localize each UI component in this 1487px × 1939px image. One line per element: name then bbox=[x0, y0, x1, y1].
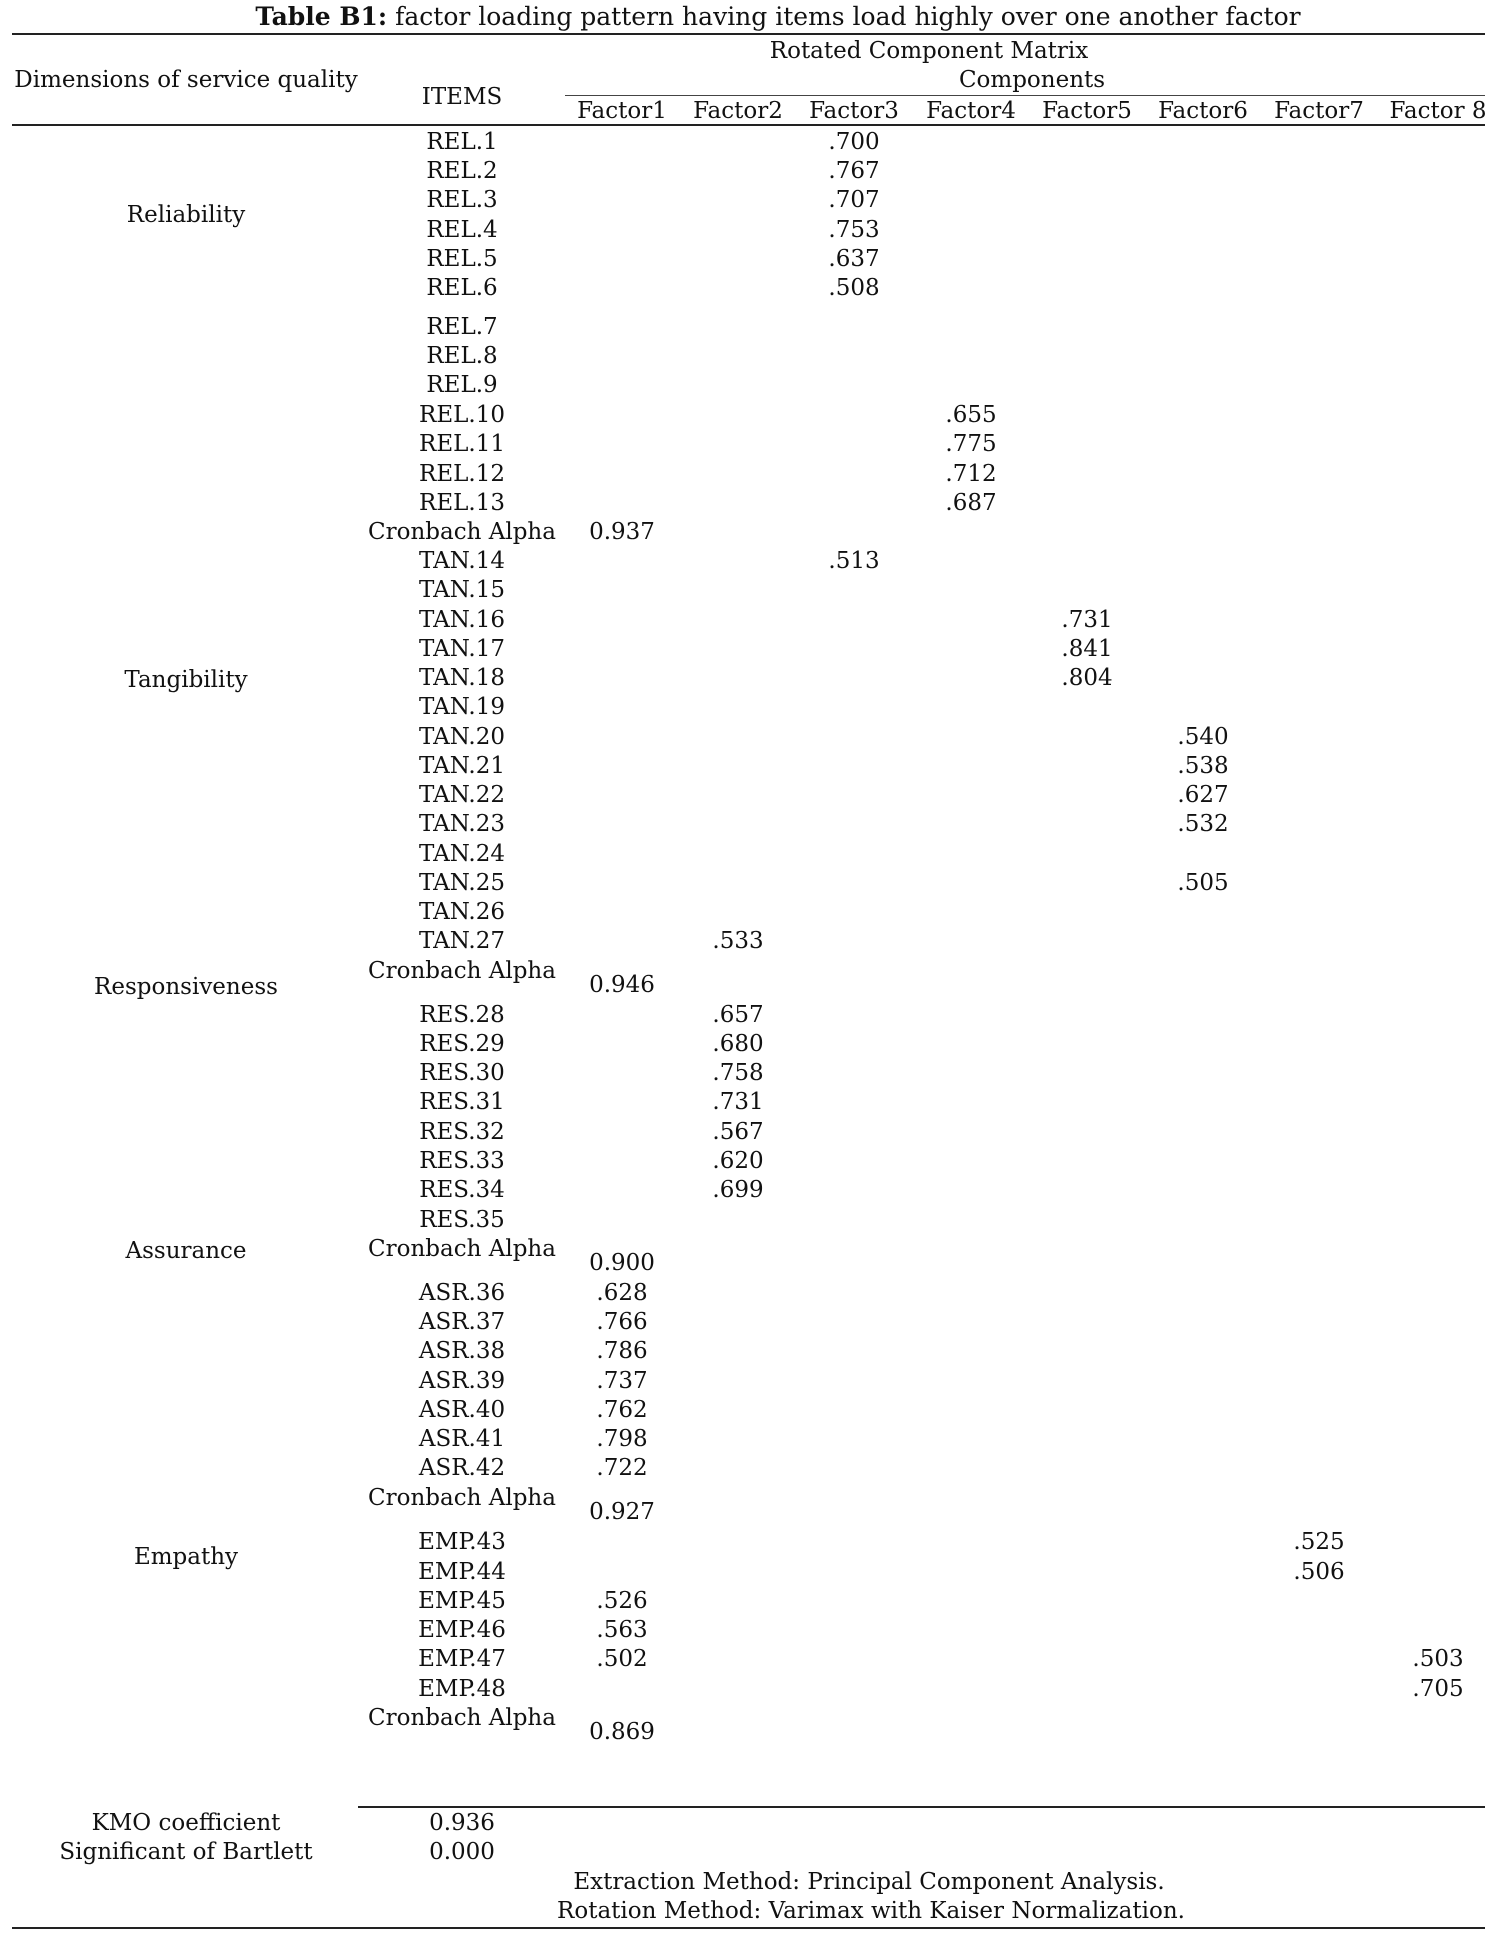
top-rule bbox=[12, 33, 1485, 35]
cronbach-alpha-value: 0.869 bbox=[589, 1719, 655, 1745]
cronbach-alpha-label: Cronbach Alpha bbox=[368, 1236, 556, 1262]
cronbach-alpha-label: Cronbach Alpha bbox=[368, 1485, 556, 1511]
loading-value: .532 bbox=[1177, 811, 1229, 837]
footnote-extraction: Extraction Method: Principal Component Analysis. bbox=[573, 1869, 1165, 1895]
factor-header-6: Factor6 bbox=[1158, 98, 1248, 124]
loading-value: .563 bbox=[596, 1617, 648, 1643]
loading-value: .753 bbox=[828, 217, 880, 243]
factor-header-5: Factor5 bbox=[1042, 98, 1132, 124]
factor-header-7: Factor7 bbox=[1274, 98, 1364, 124]
item-label: RES.29 bbox=[419, 1031, 505, 1057]
loading-value: .707 bbox=[828, 187, 880, 213]
table-label: Table B1: bbox=[255, 2, 388, 31]
loading-value: .506 bbox=[1293, 1559, 1345, 1585]
item-label: TAN.18 bbox=[419, 665, 505, 691]
item-label: TAN.16 bbox=[419, 607, 505, 633]
loading-value: .657 bbox=[712, 1002, 764, 1028]
kmo-value: 0.936 bbox=[429, 1810, 495, 1836]
loading-value: .525 bbox=[1293, 1529, 1345, 1555]
loading-value: .620 bbox=[712, 1148, 764, 1174]
loading-value: .655 bbox=[945, 402, 997, 428]
cronbach-alpha-label: Cronbach Alpha bbox=[368, 958, 556, 984]
item-label: EMP.45 bbox=[418, 1588, 506, 1614]
item-label: RES.28 bbox=[419, 1002, 505, 1028]
loading-value: .786 bbox=[596, 1338, 648, 1364]
components-rule bbox=[565, 95, 1485, 96]
cronbach-alpha-value: 0.900 bbox=[589, 1250, 655, 1276]
loading-value: .731 bbox=[1061, 607, 1113, 633]
cronbach-alpha-value: 0.946 bbox=[589, 972, 655, 998]
item-label: RES.33 bbox=[419, 1148, 505, 1174]
item-label: ASR.40 bbox=[418, 1397, 506, 1423]
item-label: EMP.48 bbox=[418, 1676, 506, 1702]
item-label: RES.30 bbox=[419, 1060, 505, 1086]
loading-value: .722 bbox=[596, 1455, 648, 1481]
loading-value: .737 bbox=[596, 1368, 648, 1394]
cronbach-alpha-value: 0.937 bbox=[589, 519, 655, 545]
item-label: EMP.46 bbox=[418, 1617, 506, 1643]
footnote-rotation: Rotation Method: Varimax with Kaiser Normalization. bbox=[557, 1898, 1185, 1924]
matrix-header: Rotated Component Matrix bbox=[769, 38, 1089, 64]
item-label: REL.9 bbox=[426, 372, 498, 398]
dimension-label: Responsiveness bbox=[94, 974, 278, 1000]
item-label: ASR.37 bbox=[418, 1309, 506, 1335]
factor-header-4: Factor4 bbox=[926, 98, 1016, 124]
item-label: RES.32 bbox=[419, 1119, 505, 1145]
loading-value: .699 bbox=[712, 1177, 764, 1203]
dimension-label: Tangibility bbox=[124, 667, 248, 693]
item-label: TAN.25 bbox=[419, 870, 505, 896]
loading-value: .508 bbox=[828, 275, 880, 301]
item-label: REL.2 bbox=[426, 158, 498, 184]
item-label: TAN.26 bbox=[419, 899, 505, 925]
loading-value: .538 bbox=[1177, 753, 1229, 779]
item-label: TAN.24 bbox=[419, 841, 505, 867]
factor-header-2: Factor2 bbox=[693, 98, 783, 124]
item-label: TAN.15 bbox=[419, 577, 505, 603]
table-title bbox=[255, 3, 1300, 31]
factor-header-8: Factor 8 bbox=[1389, 98, 1487, 124]
item-label: REL.8 bbox=[426, 343, 498, 369]
item-label: ASR.36 bbox=[418, 1280, 506, 1306]
loading-value: .712 bbox=[945, 461, 997, 487]
loading-value: .502 bbox=[596, 1646, 648, 1672]
item-label: TAN.20 bbox=[419, 724, 505, 750]
factor-header-1: Factor1 bbox=[577, 98, 667, 124]
loading-value: .804 bbox=[1061, 665, 1113, 691]
loading-value: .766 bbox=[596, 1309, 648, 1335]
dimension-label: Empathy bbox=[133, 1544, 239, 1570]
loading-value: .567 bbox=[712, 1119, 764, 1145]
item-label: TAN.19 bbox=[419, 694, 505, 720]
item-label: ASR.38 bbox=[418, 1338, 506, 1364]
item-label: TAN.21 bbox=[419, 753, 505, 779]
loading-value: .767 bbox=[828, 158, 880, 184]
bartlett-value: 0.000 bbox=[429, 1839, 495, 1865]
kmo-label: KMO coefficient bbox=[91, 1810, 281, 1836]
item-label: ASR.42 bbox=[418, 1455, 506, 1481]
item-label: REL.5 bbox=[426, 246, 498, 272]
loading-value: .758 bbox=[712, 1060, 764, 1086]
item-label: ASR.39 bbox=[418, 1368, 506, 1394]
item-label: ASR.41 bbox=[418, 1426, 506, 1452]
loading-value: .540 bbox=[1177, 724, 1229, 750]
loading-value: .505 bbox=[1177, 870, 1229, 896]
loading-value: .798 bbox=[596, 1426, 648, 1452]
loading-value: .841 bbox=[1061, 636, 1113, 662]
loading-value: .731 bbox=[712, 1089, 764, 1115]
loading-value: .513 bbox=[828, 548, 880, 574]
cronbach-alpha-value: 0.927 bbox=[589, 1499, 655, 1525]
item-label: TAN.22 bbox=[419, 782, 505, 808]
items-header: ITEMS bbox=[421, 84, 503, 110]
item-label: REL.13 bbox=[419, 490, 505, 516]
item-label: REL.3 bbox=[426, 187, 498, 213]
item-label: TAN.17 bbox=[419, 636, 505, 662]
dimensions-header: Dimensions of service quality bbox=[14, 67, 358, 93]
loading-value: .705 bbox=[1412, 1676, 1464, 1702]
dimension-label: Assurance bbox=[125, 1238, 247, 1264]
loading-value: .687 bbox=[945, 490, 997, 516]
cronbach-alpha-label: Cronbach Alpha bbox=[368, 519, 556, 545]
bottom-rule bbox=[12, 1927, 1485, 1929]
loading-value: .526 bbox=[596, 1588, 648, 1614]
loading-value: .762 bbox=[596, 1397, 648, 1423]
item-label: REL.10 bbox=[419, 402, 505, 428]
item-label: EMP.47 bbox=[418, 1646, 506, 1672]
table-caption: factor loading pattern having items load highly over one another factor bbox=[387, 2, 1301, 31]
components-header: Components bbox=[958, 67, 1106, 93]
item-label: REL.4 bbox=[426, 217, 498, 243]
factor-header-3: Factor3 bbox=[809, 98, 899, 124]
bartlett-label: Significant of Bartlett bbox=[59, 1839, 313, 1865]
item-label: TAN.27 bbox=[419, 928, 505, 954]
kmo-rule bbox=[358, 1806, 1485, 1808]
item-label: REL.12 bbox=[419, 461, 505, 487]
loading-value: .775 bbox=[945, 431, 997, 457]
loading-value: .680 bbox=[712, 1031, 764, 1057]
item-label: REL.11 bbox=[419, 431, 505, 457]
item-label: REL.7 bbox=[426, 314, 498, 340]
loading-value: .700 bbox=[828, 129, 880, 155]
item-label: TAN.14 bbox=[419, 548, 505, 574]
dimension-label: Reliability bbox=[126, 202, 246, 228]
item-label: RES.31 bbox=[419, 1089, 505, 1115]
item-label: EMP.43 bbox=[418, 1529, 506, 1555]
loading-value: .627 bbox=[1177, 782, 1229, 808]
loading-value: .637 bbox=[828, 246, 880, 272]
item-label: RES.34 bbox=[419, 1177, 505, 1203]
loading-value: .533 bbox=[712, 928, 764, 954]
item-label: REL.6 bbox=[426, 275, 498, 301]
item-label: EMP.44 bbox=[418, 1559, 506, 1585]
item-label: TAN.23 bbox=[419, 811, 505, 837]
cronbach-alpha-label: Cronbach Alpha bbox=[368, 1705, 556, 1731]
item-label: REL.1 bbox=[426, 129, 498, 155]
loading-value: .628 bbox=[596, 1280, 648, 1306]
item-label: RES.35 bbox=[419, 1207, 505, 1233]
loading-value: .503 bbox=[1412, 1646, 1464, 1672]
